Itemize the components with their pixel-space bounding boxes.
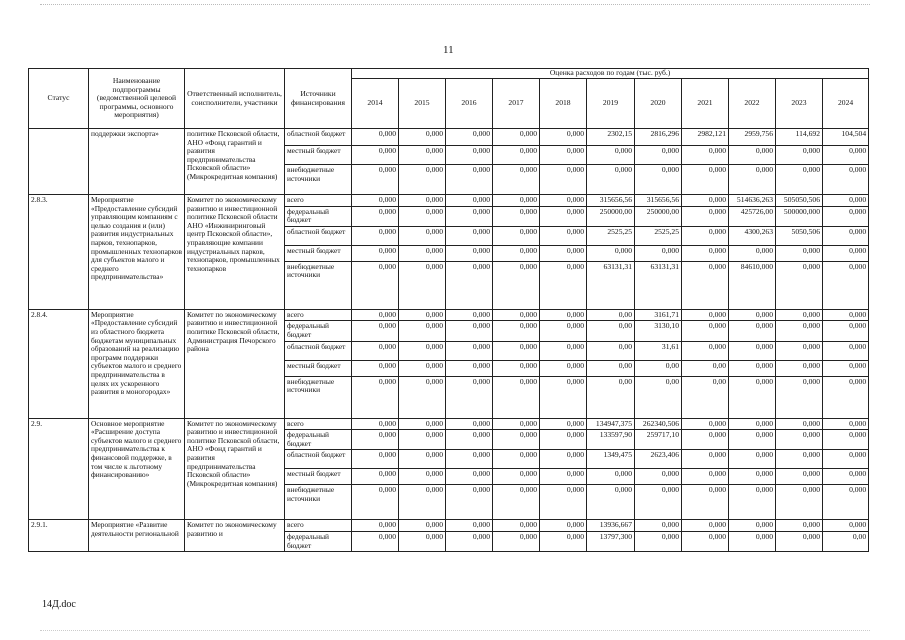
value-cell: 0,000 (446, 376, 493, 418)
value-cell: 0,000 (399, 309, 446, 321)
value-cell: 0,000 (823, 195, 869, 207)
value-cell: 2525,25 (635, 226, 682, 245)
value-cell: 0,000 (493, 309, 540, 321)
footer-filename: 14Д.doc (42, 599, 76, 610)
value-cell: 0,000 (399, 165, 446, 195)
value-cell: 0,000 (776, 360, 823, 376)
value-cell: 0,000 (729, 520, 776, 532)
value-cell: 0,000 (729, 360, 776, 376)
value-cell: 0,000 (399, 469, 446, 485)
responsible-cell: Комитет по экономическому развитию и инвестиционной политике Псковской области, АНО «Фонд гарантий и развития предпринимательства Псковской области» (Микрокредитная компания) (185, 418, 285, 520)
value-cell: 0,000 (729, 469, 776, 485)
source-cell: местный бюджет (285, 469, 352, 485)
value-cell: 0,000 (776, 245, 823, 261)
value-cell: 0,00 (587, 376, 635, 418)
value-cell: 0,00 (823, 531, 869, 551)
value-cell: 0,000 (399, 206, 446, 226)
value-cell: 0,000 (352, 450, 399, 469)
value-cell: 0,000 (493, 129, 540, 146)
value-cell: 0,000 (446, 245, 493, 261)
header-name: Наименование подпрограммы (ведомственной целевой программы, основного мероприятия) (89, 69, 185, 129)
value-cell: 0,000 (682, 531, 729, 551)
value-cell: 0,000 (729, 418, 776, 430)
value-cell: 0,000 (776, 485, 823, 520)
value-cell: 0,000 (399, 485, 446, 520)
value-cell: 0,000 (587, 245, 635, 261)
value-cell: 0,000 (540, 520, 587, 532)
value-cell: 0,000 (493, 430, 540, 450)
value-cell: 3161,71 (635, 309, 682, 321)
value-cell: 13797,300 (587, 531, 635, 551)
value-cell: 0,000 (352, 469, 399, 485)
name-cell: Мероприятие «Предоставление субсидий управляющим компаниям с целью создания и (или) развития индустриальных парков, технопарков, промышленных технопарков для субъектов малого и среднего предпринимательства» (89, 195, 185, 310)
value-cell: 0,000 (540, 195, 587, 207)
value-cell: 0,000 (682, 226, 729, 245)
table-row (29, 309, 869, 321)
source-cell: внебюджетные источники (285, 376, 352, 418)
header-year: 2020 (635, 79, 682, 129)
source-cell: федеральный бюджет (285, 206, 352, 226)
value-cell: 0,000 (823, 261, 869, 309)
value-cell: 0,000 (729, 376, 776, 418)
value-cell: 0,000 (399, 376, 446, 418)
value-cell: 0,00 (635, 376, 682, 418)
value-cell: 0,000 (493, 195, 540, 207)
value-cell: 0,000 (776, 309, 823, 321)
value-cell: 0,000 (682, 165, 729, 195)
responsible-cell: политике Псковской области, АНО «Фонд гарантий и развития предпринимательства Псковской области» (Микрокредитная компания) (185, 129, 285, 195)
responsible-cell: Комитет по экономическому развитию и (185, 520, 285, 552)
value-cell: 0,000 (446, 531, 493, 551)
value-cell: 0,000 (635, 245, 682, 261)
value-cell: 0,000 (493, 520, 540, 532)
value-cell: 0,000 (682, 195, 729, 207)
value-cell: 0,000 (446, 520, 493, 532)
value-cell: 0,000 (446, 469, 493, 485)
value-cell: 0,000 (446, 195, 493, 207)
value-cell: 0,000 (399, 146, 446, 165)
value-cell: 0,000 (446, 418, 493, 430)
value-cell: 0,000 (587, 485, 635, 520)
value-cell: 0,000 (352, 430, 399, 450)
value-cell: 4300,263 (729, 226, 776, 245)
value-cell: 0,000 (399, 430, 446, 450)
value-cell: 315656,56 (587, 195, 635, 207)
value-cell: 0,000 (823, 360, 869, 376)
source-cell: всего (285, 520, 352, 532)
header-year: 2016 (446, 79, 493, 129)
value-cell: 0,000 (540, 261, 587, 309)
source-cell: областной бюджет (285, 450, 352, 469)
value-cell: 262340,506 (635, 418, 682, 430)
value-cell: 0,000 (493, 226, 540, 245)
source-cell: областной бюджет (285, 129, 352, 146)
value-cell: 250000,00 (635, 206, 682, 226)
value-cell: 0,000 (540, 376, 587, 418)
value-cell: 0,000 (399, 321, 446, 341)
value-cell: 0,00 (587, 309, 635, 321)
value-cell: 0,000 (729, 309, 776, 321)
value-cell: 0,000 (493, 450, 540, 469)
value-cell: 505050,506 (776, 195, 823, 207)
value-cell: 0,000 (446, 309, 493, 321)
value-cell: 0,000 (540, 485, 587, 520)
value-cell: 259717,10 (635, 430, 682, 450)
value-cell: 0,000 (776, 430, 823, 450)
value-cell: 0,000 (399, 520, 446, 532)
value-cell: 0,00 (587, 321, 635, 341)
value-cell: 104,504 (823, 129, 869, 146)
source-cell: областной бюджет (285, 341, 352, 360)
value-cell: 0,000 (399, 245, 446, 261)
value-cell: 0,000 (352, 261, 399, 309)
table-row (29, 195, 869, 207)
value-cell: 2982,121 (682, 129, 729, 146)
value-cell: 0,000 (540, 165, 587, 195)
value-cell: 0,00 (587, 341, 635, 360)
value-cell: 0,000 (682, 450, 729, 469)
value-cell: 0,000 (823, 206, 869, 226)
value-cell: 0,000 (540, 341, 587, 360)
value-cell: 0,000 (823, 146, 869, 165)
value-cell: 0,000 (823, 485, 869, 520)
value-cell: 0,000 (399, 450, 446, 469)
value-cell: 0,000 (352, 321, 399, 341)
value-cell: 0,000 (352, 129, 399, 146)
source-cell: федеральный бюджет (285, 430, 352, 450)
value-cell: 0,00 (682, 376, 729, 418)
value-cell: 0,000 (352, 226, 399, 245)
value-cell: 0,000 (682, 430, 729, 450)
value-cell: 0,000 (823, 341, 869, 360)
source-cell: внебюджетные источники (285, 261, 352, 309)
value-cell: 0,000 (352, 309, 399, 321)
value-cell: 0,000 (352, 531, 399, 551)
expenses-table (28, 68, 869, 552)
value-cell: 0,00 (682, 360, 729, 376)
value-cell: 0,000 (493, 261, 540, 309)
value-cell: 0,000 (399, 129, 446, 146)
value-cell: 425726,00 (729, 206, 776, 226)
value-cell: 63131,31 (587, 261, 635, 309)
source-cell: внебюджетные источники (285, 165, 352, 195)
value-cell: 0,000 (446, 360, 493, 376)
value-cell: 0,000 (352, 146, 399, 165)
value-cell: 0,000 (540, 531, 587, 551)
value-cell: 63131,31 (635, 261, 682, 309)
source-cell: внебюджетные источники (285, 485, 352, 520)
header-sources: Источники финансирования (285, 69, 352, 129)
value-cell: 0,000 (823, 450, 869, 469)
value-cell: 2959,756 (729, 129, 776, 146)
source-cell: всего (285, 195, 352, 207)
value-cell: 0,000 (540, 129, 587, 146)
responsible-cell: Комитет по экономическому развитию и инвестиционной политике Псковской области АНО «Инжиниринговый центр Псковской области», управляющие компании индустриальных парков, технопарков, промышленных технопарков (185, 195, 285, 310)
value-cell: 0,000 (729, 485, 776, 520)
value-cell: 0,000 (399, 261, 446, 309)
value-cell: 0,000 (776, 531, 823, 551)
value-cell: 0,000 (682, 520, 729, 532)
table-header (29, 69, 869, 129)
header-year: 2017 (493, 79, 540, 129)
value-cell: 114,692 (776, 129, 823, 146)
value-cell: 0,000 (635, 146, 682, 165)
value-cell: 0,000 (446, 165, 493, 195)
value-cell: 0,000 (399, 360, 446, 376)
value-cell: 0,000 (729, 165, 776, 195)
value-cell: 31,61 (635, 341, 682, 360)
value-cell: 0,000 (587, 165, 635, 195)
value-cell: 2302,15 (587, 129, 635, 146)
value-cell: 0,000 (729, 321, 776, 341)
value-cell: 0,000 (446, 226, 493, 245)
value-cell: 2816,296 (635, 129, 682, 146)
value-cell: 0,000 (446, 129, 493, 146)
header-responsible: Ответственный исполнитель, соисполнители, участники (185, 69, 285, 129)
header-year: 2023 (776, 79, 823, 129)
value-cell: 0,000 (776, 418, 823, 430)
value-cell: 0,00 (587, 360, 635, 376)
value-cell: 0,000 (823, 226, 869, 245)
value-cell: 0,000 (682, 469, 729, 485)
value-cell: 0,000 (540, 450, 587, 469)
status-cell: 2.9.1. (29, 520, 89, 552)
value-cell: 0,000 (399, 418, 446, 430)
value-cell: 514636,263 (729, 195, 776, 207)
header-year: 2018 (540, 79, 587, 129)
value-cell: 0,000 (493, 245, 540, 261)
value-cell: 0,000 (776, 341, 823, 360)
scan-bottom-edge (40, 630, 870, 631)
value-cell: 0,000 (823, 469, 869, 485)
value-cell: 0,000 (493, 321, 540, 341)
value-cell: 0,000 (540, 206, 587, 226)
value-cell: 0,000 (729, 245, 776, 261)
value-cell: 0,000 (682, 418, 729, 430)
status-cell (29, 129, 89, 195)
value-cell: 0,000 (635, 520, 682, 532)
value-cell: 0,000 (352, 485, 399, 520)
value-cell: 0,000 (635, 165, 682, 195)
value-cell: 0,000 (352, 418, 399, 430)
header-status: Статус (29, 69, 89, 129)
value-cell: 0,000 (352, 206, 399, 226)
value-cell: 0,000 (729, 146, 776, 165)
value-cell: 13936,667 (587, 520, 635, 532)
value-cell: 0,000 (823, 520, 869, 532)
source-cell: всего (285, 309, 352, 321)
source-cell: всего (285, 418, 352, 430)
value-cell: 0,000 (682, 309, 729, 321)
value-cell: 0,000 (729, 341, 776, 360)
value-cell: 0,000 (682, 206, 729, 226)
value-cell: 0,000 (399, 531, 446, 551)
value-cell: 0,000 (776, 261, 823, 309)
name-cell: Основное мероприятие «Расширение доступа субъектов малого и среднего предпринимательства к финансовой поддержке, в том числе к льготному финансированию» (89, 418, 185, 520)
value-cell: 0,000 (540, 226, 587, 245)
value-cell: 0,000 (823, 321, 869, 341)
value-cell: 134947,375 (587, 418, 635, 430)
value-cell: 0,00 (635, 360, 682, 376)
value-cell: 0,000 (776, 450, 823, 469)
value-cell: 0,000 (776, 376, 823, 418)
value-cell: 0,000 (540, 430, 587, 450)
value-cell: 0,000 (493, 376, 540, 418)
value-cell: 0,000 (493, 485, 540, 520)
value-cell: 0,000 (493, 146, 540, 165)
value-cell: 0,000 (776, 520, 823, 532)
value-cell: 0,000 (682, 321, 729, 341)
value-cell: 0,000 (587, 146, 635, 165)
value-cell: 0,000 (729, 430, 776, 450)
value-cell: 0,000 (540, 469, 587, 485)
value-cell: 0,000 (399, 341, 446, 360)
value-cell: 0,000 (823, 418, 869, 430)
value-cell: 0,000 (682, 341, 729, 360)
responsible-cell: Комитет по экономическому развитию и инвестиционной политике Псковской области, Администрация Печорского района (185, 309, 285, 418)
value-cell: 0,000 (540, 146, 587, 165)
value-cell: 0,000 (352, 165, 399, 195)
value-cell: 0,000 (776, 321, 823, 341)
value-cell: 2623,406 (635, 450, 682, 469)
value-cell: 0,000 (540, 309, 587, 321)
value-cell: 0,000 (399, 226, 446, 245)
value-cell: 0,000 (823, 245, 869, 261)
header-year: 2022 (729, 79, 776, 129)
source-cell: местный бюджет (285, 245, 352, 261)
name-cell: поддержки экспорта» (89, 129, 185, 195)
status-cell: 2.8.4. (29, 309, 89, 418)
header-year: 2014 (352, 79, 399, 129)
value-cell: 84610,000 (729, 261, 776, 309)
source-cell: местный бюджет (285, 360, 352, 376)
value-cell: 0,000 (729, 450, 776, 469)
value-cell: 0,000 (635, 485, 682, 520)
status-cell: 2.9. (29, 418, 89, 520)
value-cell: 1349,475 (587, 450, 635, 469)
value-cell: 0,000 (540, 321, 587, 341)
source-cell: местный бюджет (285, 146, 352, 165)
value-cell: 0,000 (446, 341, 493, 360)
table-row (29, 129, 869, 146)
value-cell: 0,000 (823, 309, 869, 321)
status-cell: 2.8.3. (29, 195, 89, 310)
value-cell: 0,000 (776, 146, 823, 165)
value-cell: 500000,000 (776, 206, 823, 226)
value-cell: 0,000 (823, 165, 869, 195)
value-cell: 0,000 (540, 418, 587, 430)
value-cell: 0,000 (493, 360, 540, 376)
value-cell: 0,000 (493, 206, 540, 226)
value-cell: 0,000 (682, 485, 729, 520)
value-cell: 0,000 (493, 165, 540, 195)
value-cell: 0,000 (446, 450, 493, 469)
scan-top-edge (40, 4, 870, 5)
source-cell: федеральный бюджет (285, 321, 352, 341)
value-cell: 0,000 (776, 165, 823, 195)
value-cell: 0,000 (729, 531, 776, 551)
page-number: 11 (443, 44, 454, 56)
value-cell: 250000,00 (587, 206, 635, 226)
value-cell: 0,000 (776, 469, 823, 485)
value-cell: 0,000 (446, 430, 493, 450)
value-cell: 0,000 (540, 245, 587, 261)
value-cell: 315656,56 (635, 195, 682, 207)
value-cell: 0,000 (682, 245, 729, 261)
value-cell: 0,000 (352, 376, 399, 418)
value-cell: 3130,10 (635, 321, 682, 341)
value-cell: 0,000 (587, 469, 635, 485)
value-cell: 0,000 (493, 418, 540, 430)
value-cell: 0,000 (540, 360, 587, 376)
value-cell: 0,000 (823, 430, 869, 450)
value-cell: 0,000 (493, 469, 540, 485)
value-cell: 0,000 (352, 341, 399, 360)
value-cell: 5050,506 (776, 226, 823, 245)
value-cell: 0,000 (352, 520, 399, 532)
value-cell: 0,000 (635, 469, 682, 485)
value-cell: 0,000 (682, 261, 729, 309)
value-cell: 2525,25 (587, 226, 635, 245)
name-cell: Мероприятие «Предоставление субсидий из областного бюджета бюджетам муниципальных образований на реализацию программ поддержки субъектов малого и среднего предпринимательства в целях их ускоренного развития в моногородах» (89, 309, 185, 418)
table-row (29, 418, 869, 430)
value-cell: 133597,90 (587, 430, 635, 450)
header-costs-title: Оценка расходов по годам (тыс. руб.) (352, 69, 869, 79)
value-cell: 0,000 (399, 195, 446, 207)
name-cell: Мероприятие «Развитие деятельности региональной (89, 520, 185, 552)
value-cell: 0,000 (446, 261, 493, 309)
value-cell: 0,000 (352, 360, 399, 376)
table-body (29, 129, 869, 552)
value-cell: 0,000 (446, 146, 493, 165)
value-cell: 0,000 (446, 485, 493, 520)
value-cell: 0,000 (635, 531, 682, 551)
header-year: 2015 (399, 79, 446, 129)
value-cell: 0,000 (352, 195, 399, 207)
header-year: 2024 (823, 79, 869, 129)
table-row (29, 520, 869, 532)
value-cell: 0,000 (493, 341, 540, 360)
value-cell: 0,000 (446, 321, 493, 341)
value-cell: 0,000 (493, 531, 540, 551)
value-cell: 0,000 (352, 245, 399, 261)
value-cell: 0,000 (446, 206, 493, 226)
value-cell: 0,000 (823, 376, 869, 418)
value-cell: 0,000 (682, 146, 729, 165)
header-year: 2021 (682, 79, 729, 129)
header-year: 2019 (587, 79, 635, 129)
source-cell: областной бюджет (285, 226, 352, 245)
source-cell: федеральный бюджет (285, 531, 352, 551)
